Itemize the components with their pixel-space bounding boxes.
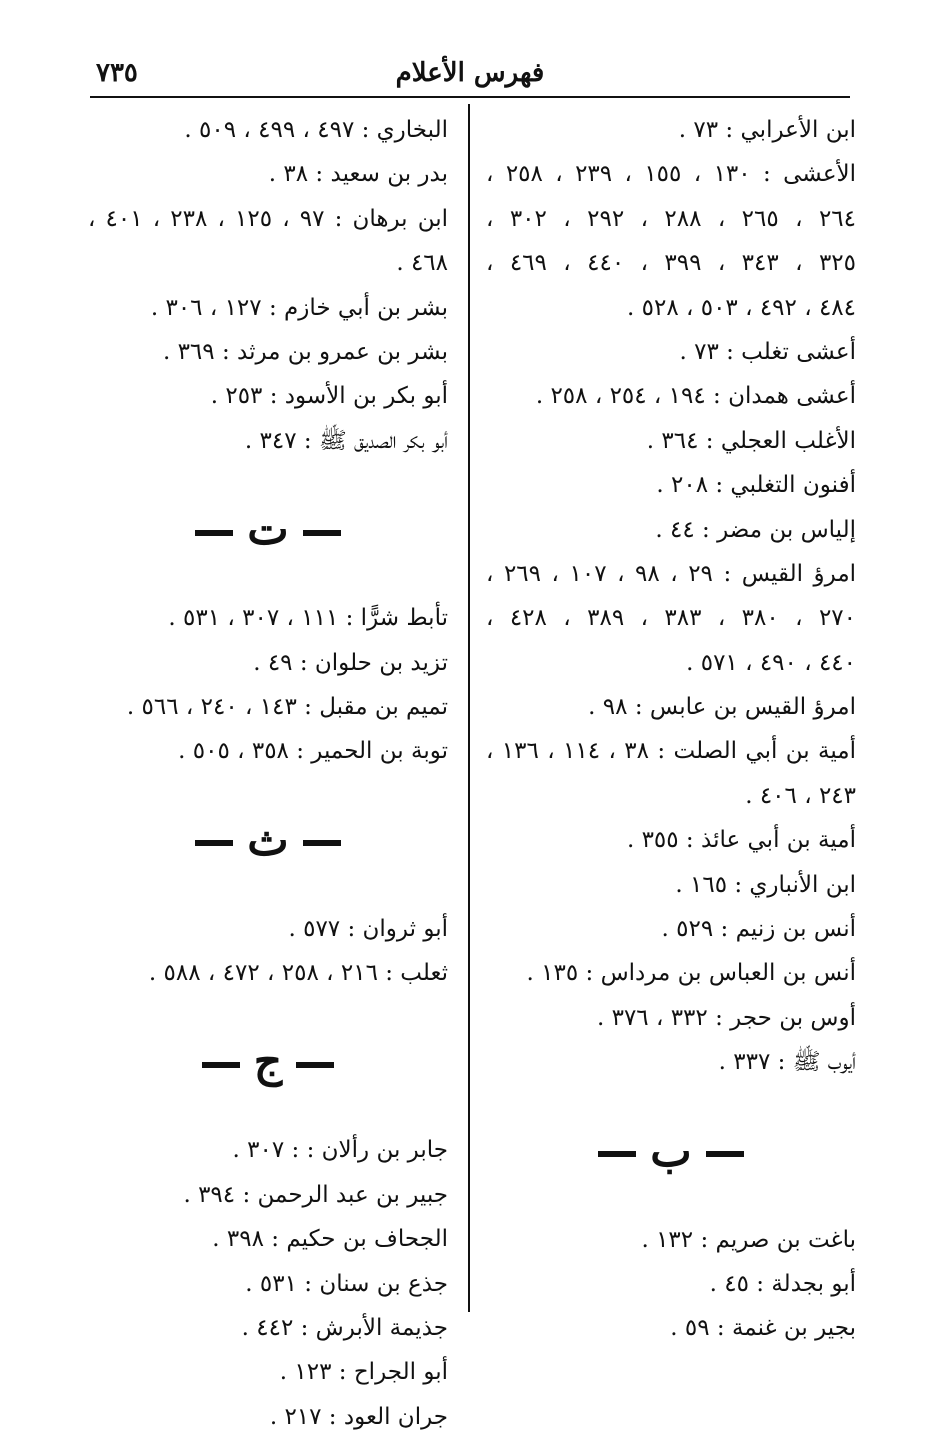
index-entry: أبو الجراح : ١٢٣ . [279,1359,448,1386]
section-letter: ت [247,504,289,556]
heading-dash [195,840,233,846]
heading-dash [202,1062,240,1068]
heading-dash [303,840,341,846]
index-entry-continuation: ٢٧٠ ، ٣٨٠ ، ٣٨٣ ، ٣٨٩ ، ٤٢٨ ، [486,605,857,632]
heading-dash [296,1062,334,1068]
index-entry: البخاري : ٤٩٧ ، ٤٩٩ ، ٥٠٩ . [184,117,448,143]
index-entry-continuation: ٣٢٥ ، ٣٤٣ ، ٣٩٩ ، ٤٤٠ ، ٤٦٩ ، [486,250,857,277]
heading-dash [598,1151,636,1157]
index-entry: أبو بكر بن الأسود : ٢٥٣ . [210,383,448,410]
index-entry: بجير بن غنمة : ٥٩ . [670,1315,856,1342]
index-entry: إلياس بن مضر : ٤٤ . [655,516,856,543]
index-entry: بدر بن سعيد : ٣٨ . [268,161,448,188]
page-number: ٧٣٥ [96,58,138,88]
heading-dash [706,1151,744,1157]
section-heading-b [486,1085,856,1218]
index-entry: تزيد بن حلوان : ٤٩ . [253,649,448,676]
index-entry: جابر بن رألان : : ٣٠٧ . [232,1137,448,1164]
section-letter: ب [650,1125,692,1177]
index-entry: أمية بن أبي الصلت : ٣٨ ، ١١٤ ، ١٣٦ ، [486,738,856,765]
index-entry: تميم بن مقبل : ١٤٣ ، ٢٤٠ ، ٥٦٦ . [126,693,448,720]
index-entry: امرؤ القيس : ٢٩ ، ٩٨ ، ١٠٧ ، ٢٦٩ ، [486,560,857,587]
index-entry: جران العود : ٢١٧ . [269,1403,448,1430]
section-letter: ج [253,1036,283,1088]
index-entry: توبة بن الحمير : ٣٥٨ ، ٥٠٥ . [178,738,448,765]
index-entry: أبو بكر الصديق ﷺ : ٣٤٧ . [244,427,448,454]
index-entry: بشر بن أبي خازم : ١٢٧ ، ٣٠٦ . [150,294,448,321]
index-entry: باغت بن صريم : ١٣٢ . [641,1226,856,1253]
index-entry: أنس بن زنيم : ٥٢٩ . [661,916,856,943]
index-entry: ابن الأعرابي : ٧٣ . [678,117,856,143]
index-entry: ابن برهان : ٩٧ ، ١٢٥ ، ٢٣٨ ، ٤٠١ ، [88,205,449,232]
index-entry: جبير بن عبد الرحمن : ٣٩٤ . [183,1181,448,1208]
index-entry: الأعشى : ١٣٠ ، ١٥٥ ، ٢٣٩ ، ٢٥٨ ، [486,161,857,188]
index-entry: أوس بن حجر : ٣٣٢ ، ٣٧٦ . [596,1004,856,1031]
index-entry: تأبط شرًّا : ١١١ ، ٣٠٧ ، ٥٣١ . [168,605,448,632]
page-header [90,58,850,98]
index-entry: جذع بن سنان : ٥٣١ . [245,1270,448,1297]
header-rule [90,96,850,98]
column-divider [468,104,470,1312]
index-entry: أيوب ﷺ : ٣٣٧ . [718,1049,856,1076]
index-entry: بشر بن عمرو بن مرثد : ٣٦٩ . [162,338,448,365]
index-entry: الأغلب العجلي : ٣٦٤ . [646,427,856,454]
index-entry: أبو بجدلة : ٤٥ . [709,1270,856,1297]
index-entry-continuation: ٢٦٤ ، ٢٦٥ ، ٢٨٨ ، ٢٩٢ ، ٣٠٢ ، [486,205,857,232]
section-heading-t [88,463,448,596]
index-entry: امرؤ القيس بن عابس : ٩٨ . [588,694,856,721]
index-entry: أعشى تغلب : ٧٣ . [679,338,856,365]
page-title: فهرس الأعلام [395,58,545,88]
heading-dash [303,530,341,536]
section-heading-th [88,774,448,907]
index-entry: جذيمة الأبرش : ٤٤٢ . [241,1315,448,1342]
index-entry-continuation: ٤٤٠ ، ٤٩٠ ، ٥٧١ . [686,649,856,676]
left-column [88,108,448,1439]
index-entry: أبو ثروان : ٥٧٧ . [288,915,448,942]
right-column [486,108,856,1351]
index-entry-continuation: ٢٤٣ ، ٤٠٦ . [745,782,856,809]
section-heading-j [88,995,448,1128]
index-entry: أمية بن أبي عائذ : ٣٥٥ . [626,827,856,854]
index-entry: الجحاف بن حكيم : ٣٩٨ . [212,1226,448,1253]
heading-dash [195,530,233,536]
index-entry: أفنون التغلبي : ٢٠٨ . [656,472,856,499]
index-entry-continuation: ٤٨٤ ، ٤٩٢ ، ٥٠٣ ، ٥٢٨ . [626,294,856,321]
section-letter: ث [247,814,289,866]
index-entry-continuation: ٤٦٨ . [396,250,448,277]
index-entry: أنس بن العباس بن مرداس : ١٣٥ . [526,960,856,987]
index-entry: ثعلب : ٢١٦ ، ٢٥٨ ، ٤٧٢ ، ٥٨٨ . [148,960,448,987]
index-entry: أعشى همدان : ١٩٤ ، ٢٥٤ ، ٢٥٨ . [535,383,856,410]
index-entry: ابن الأنباري : ١٦٥ . [675,871,856,898]
